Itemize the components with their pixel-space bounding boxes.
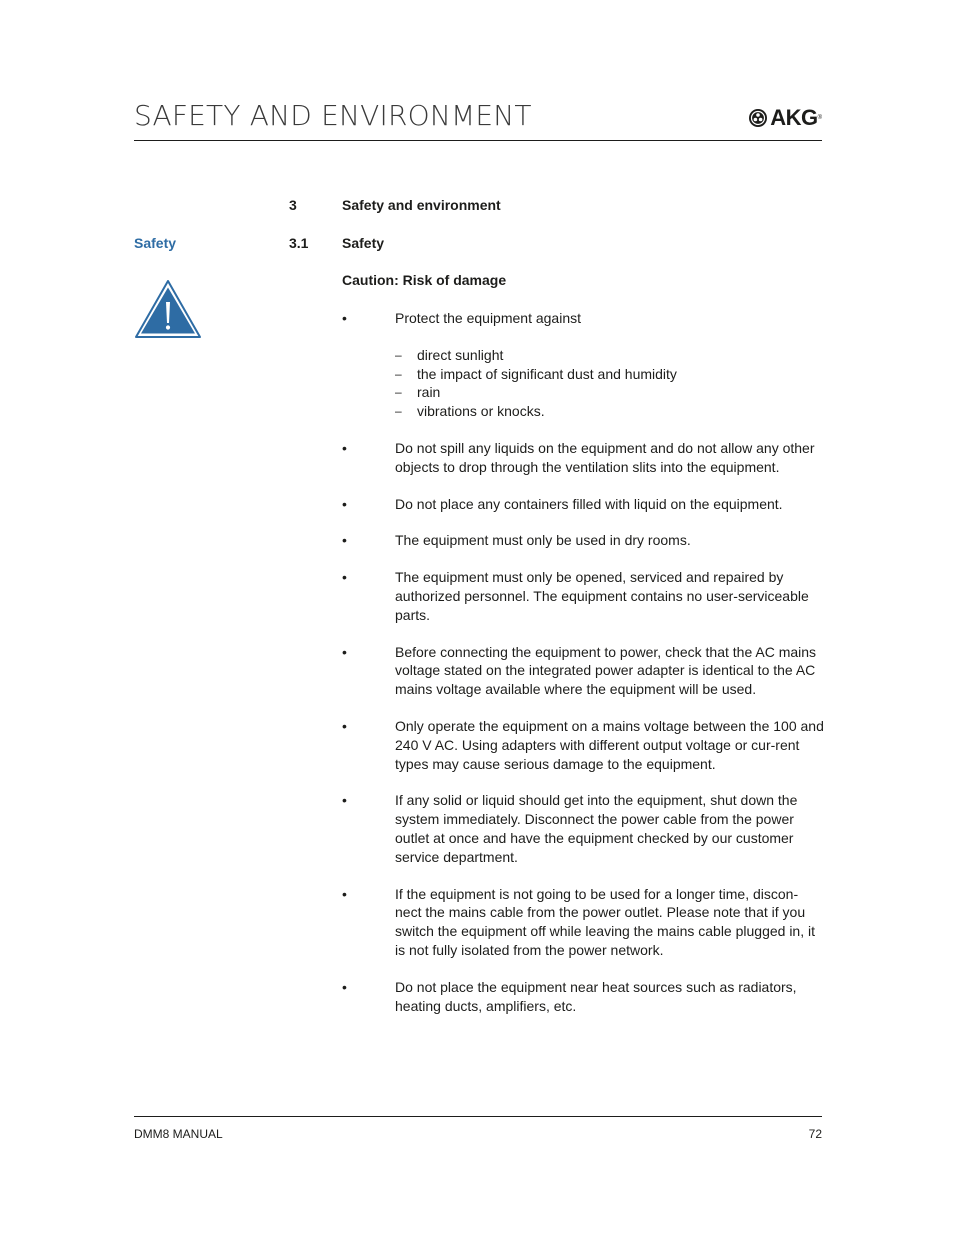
- bullet-item: [342, 885, 824, 960]
- sub-list-item: [395, 346, 824, 365]
- dash-marker: –: [395, 404, 402, 419]
- bullet-text: If the equipment is not going to be used for a longer time, discon-nect the mains cable from the power outlet. Please note that if you switch the equipment off while leaving the mains cable plugged in, it is not fully isolated from the power network.: [395, 885, 815, 958]
- dash-marker: –: [395, 385, 402, 400]
- chapter-number: 3: [289, 197, 297, 213]
- warning-triangle-icon: [134, 279, 202, 339]
- akg-emblem-icon: [748, 108, 768, 128]
- caution-heading: Caution: Risk of damage: [342, 272, 507, 288]
- bullet-marker: •: [342, 978, 347, 995]
- bullet-marker: •: [342, 792, 347, 809]
- footer-manual-name: DMM8 MANUAL: [134, 1127, 223, 1141]
- bullet-item: [342, 791, 824, 866]
- bullet-marker: •: [342, 310, 347, 326]
- registered-mark: ®: [817, 115, 822, 121]
- bullet-item: [342, 439, 824, 477]
- bullet-item: [342, 568, 824, 624]
- sub-list-text: the impact of significant dust and humidity: [417, 365, 677, 382]
- bullet-text: Do not spill any liquids on the equipment and do not allow any other objects to drop through the ventilation slits into the equipment.: [395, 439, 815, 475]
- safety-bullet-list: [342, 309, 824, 1033]
- footer-page-number: 72: [808, 1127, 822, 1141]
- dash-marker: –: [395, 347, 402, 362]
- bullet-text: The equipment must only be opened, serviced and repaired by authorized personnel. The equipment contains no user-serviceable parts.: [395, 569, 809, 623]
- logo-text: AKG: [770, 105, 818, 130]
- bullet-text: The equipment must only be used in dry rooms.: [395, 532, 691, 549]
- bullet-item: [342, 309, 824, 421]
- bullet-marker: •: [342, 885, 347, 902]
- bullet-text: Only operate the equipment on a mains voltage between the 100 and 240 V AC. Using adapters with different output voltage or cur-rent types may cause serious damage to the equipment.: [395, 717, 824, 772]
- sub-list-text: vibrations or knocks.: [417, 403, 545, 420]
- bullet-item: [342, 978, 824, 1016]
- bullet-marker: •: [342, 495, 347, 512]
- bullet-item: [342, 643, 824, 699]
- bullet-item: [342, 495, 824, 514]
- bullet-text: Protect the equipment against: [395, 310, 582, 326]
- section-number: 3.1: [289, 235, 309, 251]
- bullet-marker: •: [342, 569, 347, 586]
- sub-list-item: [395, 402, 824, 421]
- bullet-text: Do not place the equipment near heat sources such as radiators, heating ducts, amplifiers, etc.: [395, 978, 797, 1014]
- dash-marker: –: [395, 366, 402, 381]
- bullet-text: Before connecting the equipment to power, check that the AC mains voltage stated on the integrated power adapter is identical to the AC mains voltage available where the equipment will be used.: [395, 643, 817, 698]
- bullet-item: [342, 717, 824, 773]
- section-title: Safety: [342, 235, 385, 251]
- bullet-marker: •: [342, 532, 347, 549]
- akg-logo: [748, 106, 822, 130]
- bullet-marker: •: [342, 643, 347, 660]
- header-divider: [134, 140, 822, 141]
- bullet-text: Do not place any containers filled with liquid on the equipment.: [395, 495, 783, 512]
- bullet-marker: •: [342, 439, 347, 456]
- page-title: SAFETY AND ENVIRONMENT: [134, 99, 532, 132]
- chapter-title: Safety and environment: [342, 197, 501, 213]
- sub-list: [395, 346, 824, 421]
- bullet-marker: •: [342, 717, 347, 734]
- bullet-text: If any solid or liquid should get into the equipment, shut down the system immediately. Disconnect the power cable from the power outlet at once and have the equipment checked by our customer service department.: [395, 792, 798, 865]
- section-side-label: Safety: [134, 235, 177, 251]
- sub-list-item: [395, 383, 824, 402]
- bullet-item: [342, 531, 824, 550]
- sub-list-text: direct sunlight: [417, 346, 504, 363]
- sub-list-text: rain: [417, 384, 441, 401]
- sub-list-item: [395, 365, 824, 384]
- footer-divider: [134, 1116, 822, 1117]
